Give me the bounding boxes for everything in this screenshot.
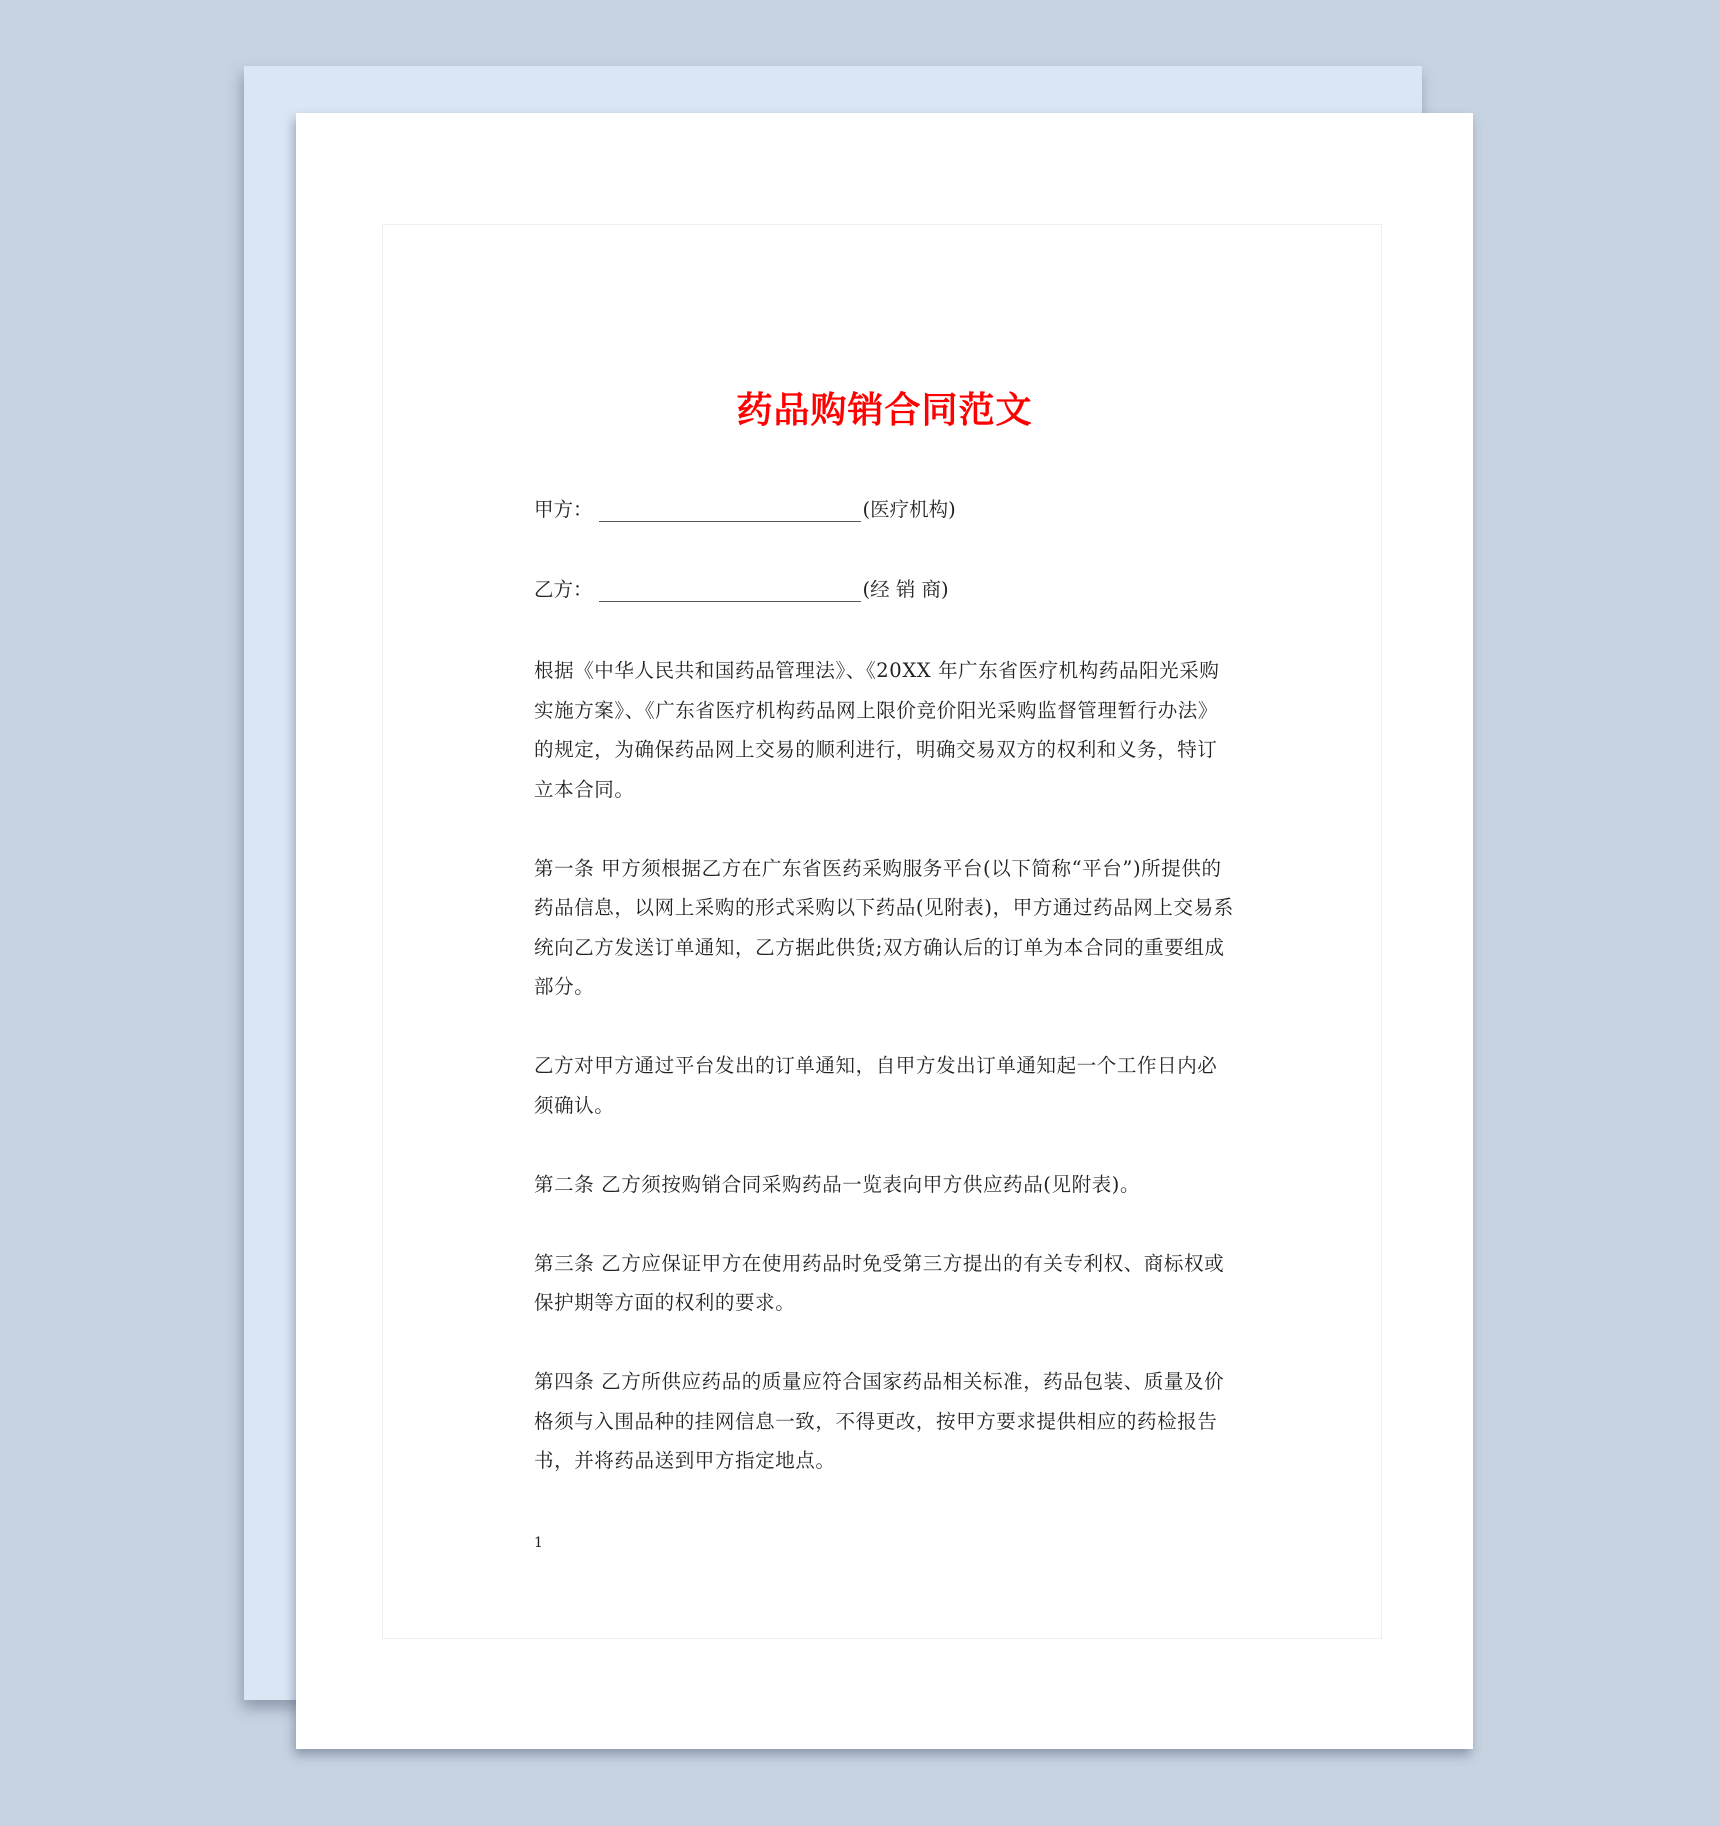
paragraph-article-1-confirm: 乙方对甲方通过平台发出的订单通知，自甲方发出订单通知起一个工作日内必须确认。 (534, 1054, 1218, 1117)
party-a-line (534, 490, 956, 530)
paragraph-article-2: 第二条 乙方须按购销合同采购药品一览表向甲方供应药品(见附表)。 (534, 1172, 1141, 1196)
document-page (296, 113, 1473, 1749)
party-b-line (534, 570, 949, 610)
paragraph-article-3: 第三条 乙方应保证甲方在使用药品时免受第三方提出的有关专利权、商标权或保护期等方面的权利的要求。 (534, 1251, 1225, 1314)
paragraph-article-1: 第一条 甲方须根据乙方在广东省医药采购服务平台(以下简称“平台”)所提供的药品信息，以网上采购的形式采购以下药品(见附表)，甲方通过药品网上交易系统向乙方发送订单通知，乙方据此供货;双方确认后的订单为本合同的重要组成部分。 (534, 856, 1234, 998)
party-b-label: 乙方： (534, 578, 593, 601)
contract-body (534, 651, 1234, 1520)
party-a-role: (医疗机构) (862, 498, 956, 521)
party-b-role: (经 销 商) (862, 578, 949, 601)
party-a-label: 甲方： (534, 498, 593, 521)
party-b-blank-field[interactable] (599, 579, 861, 602)
page-number: 1 (534, 1535, 543, 1551)
document-title: 药品购销合同范文 (736, 390, 1033, 431)
party-a-blank-field[interactable] (599, 499, 861, 522)
paragraph-preamble: 根据《中华人民共和国药品管理法》、《20XX 年广东省医疗机构药品阳光采购实施方案》、《广东省医疗机构药品网上限价竞价阳光采购监督管理暂行办法》的规定，为确保药品网上交易的顺利进行，明确交易双方的权利和义务，特订立本合同。 (534, 659, 1220, 801)
paragraph-article-4: 第四条 乙方所供应药品的质量应符合国家药品相关标准，药品包装、质量及价格须与入围品种的挂网信息一致，不得更改，按甲方要求提供相应的药检报告书，并将药品送到甲方指定地点。 (534, 1370, 1225, 1472)
